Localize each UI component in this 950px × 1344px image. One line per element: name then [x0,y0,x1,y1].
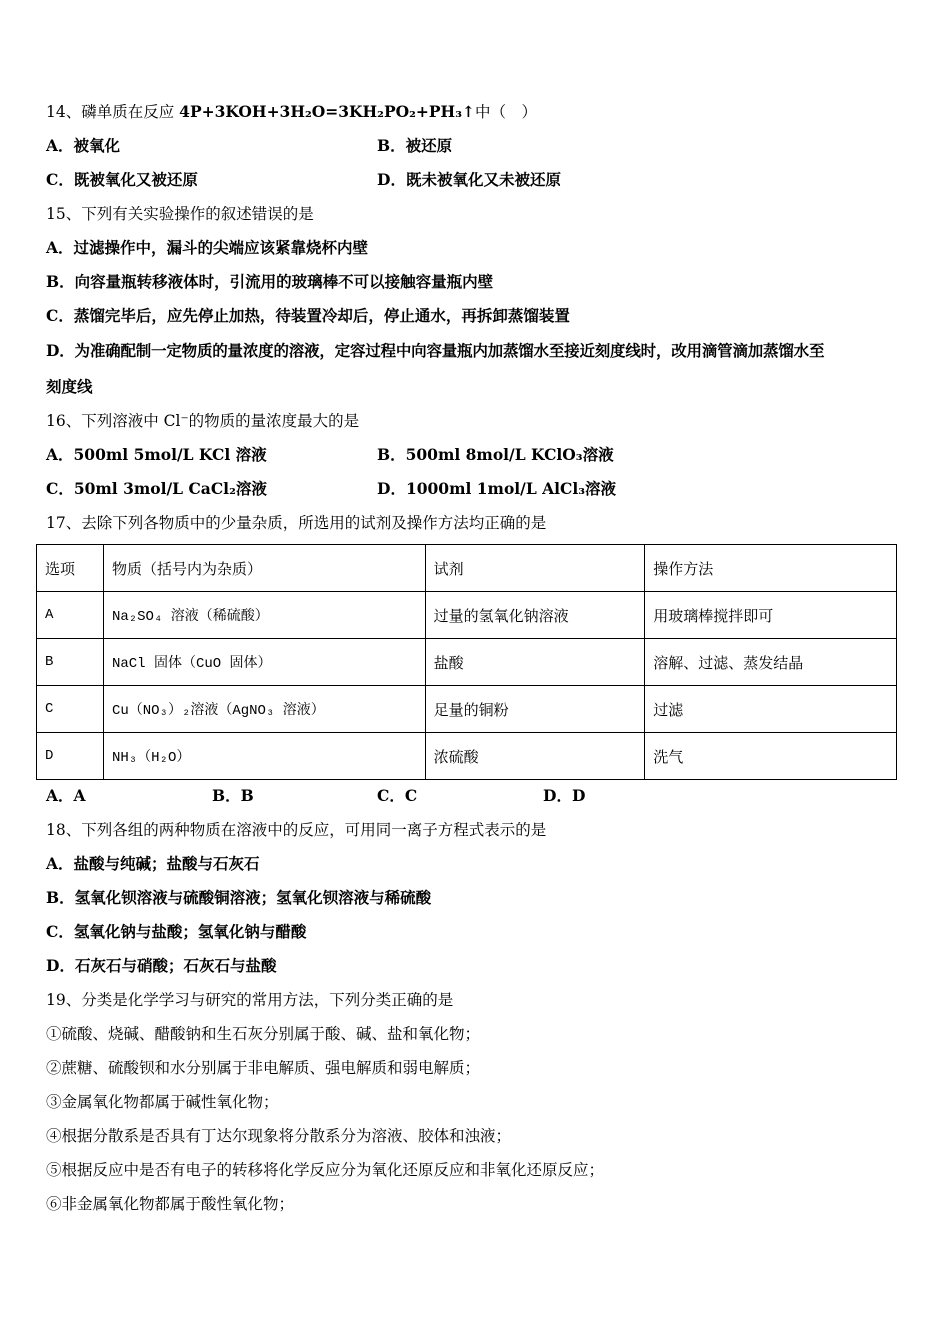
q18-stem: 18、下列各组的两种物质在溶液中的反应，可用同一离子方程式表示的是 [46,821,547,839]
q15-stem: 15、下列有关实验操作的叙述错误的是 [46,205,314,223]
q19-item-1: ①硫酸、烧碱、醋酸钠和生石灰分别属于酸、碱、盐和氧化物； [46,1025,481,1043]
q18-option-a: A．盐酸与纯碱；盐酸与石灰石 [46,854,260,873]
q19-item-6: ⑥非金属氧化物都属于酸性氧化物； [46,1195,295,1213]
q14-stem-prefix: 14、磷单质在反应 [46,103,180,121]
q16-option-b: B．500ml 8mol/L KClO₃溶液 [377,445,614,464]
q18-option-b: B．氢氧化钡溶液与硫酸铜溶液；氢氧化钡溶液与稀硫酸 [46,888,432,907]
q17-table [36,544,897,780]
q17-option-a: A．A [46,786,86,805]
q16-option-c: C．50ml 3mol/L CaCl₂溶液 [46,479,267,498]
table-cell: 溶解、过滤、蒸发结晶 [645,639,897,686]
q14-stem [46,102,537,122]
table-cell: B [37,639,104,686]
q17-option-d: D．D [543,786,586,805]
table-header-cell: 物质（括号内为杂质） [103,545,425,592]
q19-stem: 19、分类是化学学习与研究的常用方法，下列分类正确的是 [46,991,454,1009]
table-header-row [37,545,897,592]
table-row [37,686,897,733]
table-header-cell: 选项 [37,545,104,592]
table-cell: 洗气 [645,733,897,780]
table-cell: A [37,592,104,639]
table-row [37,733,897,780]
table-cell: 过滤 [645,686,897,733]
q17-stem: 17、去除下列各物质中的少量杂质，所选用的试剂及操作方法均正确的是 [46,514,547,532]
q17-option-c: C．C [377,786,418,805]
table-cell: NaCl 固体（CuO 固体） [103,639,425,686]
q19-item-5: ⑤根据反应中是否有电子的转移将化学反应分为氧化还原反应和非氧化还原反应； [46,1161,605,1179]
table-cell: Cu（NO₃）₂溶液（AgNO₃ 溶液） [103,686,425,733]
table-cell: 浓硫酸 [425,733,645,780]
q14-stem-suffix: 中（ ） [474,103,537,121]
q16-option-a: A．500ml 5mol/L KCl 溶液 [46,445,267,464]
q15-option-c: C．蒸馏完毕后，应先停止加热，待装置冷却后，停止通水，再拆卸蒸馏装置 [46,306,570,325]
q15-option-a: A．过滤操作中，漏斗的尖端应该紧靠烧杯内壁 [46,238,369,257]
table-cell: NH₃（H₂O） [103,733,425,780]
q17-option-b: B．B [212,786,254,805]
table-header-cell: 操作方法 [645,545,897,592]
q15-option-d: D．为准确配制一定物质的量浓度的溶液，定容过程中向容量瓶内加蒸馏水至接近刻度线时，改用滴管滴加蒸馏水至 [46,341,825,360]
q18-option-c: C．氢氧化钠与盐酸；氢氧化钠与醋酸 [46,922,307,941]
table-row [37,639,897,686]
table-header-cell: 试剂 [425,545,645,592]
q19-item-3: ③金属氧化物都属于碱性氧化物； [46,1093,279,1111]
q16-stem: 16、下列溶液中 Cl⁻的物质的量浓度最大的是 [46,412,360,430]
q19-item-4: ④根据分散系是否具有丁达尔现象将分散系分为溶液、胶体和浊液； [46,1127,512,1145]
table-cell: 过量的氢氧化钠溶液 [425,592,645,639]
table-row [37,592,897,639]
table-cell: 足量的铜粉 [425,686,645,733]
q15-option-b: B．向容量瓶转移液体时，引流用的玻璃棒不可以接触容量瓶内壁 [46,272,494,291]
q14-option-c: C．既被氧化又被还原 [46,170,198,189]
table-cell: Na₂SO₄ 溶液（稀硫酸） [103,592,425,639]
q18-option-d: D．石灰石与硝酸；石灰石与盐酸 [46,956,277,975]
q19-item-2: ②蔗糖、硫酸钡和水分别属于非电解质、强电解质和弱电解质； [46,1059,481,1077]
q14-formula: 4P+3KOH+3H₂O=3KH₂PO₂+PH₃↑ [179,102,475,121]
table-cell: D [37,733,104,780]
q14-option-d: D．既未被氧化又未被还原 [377,170,561,189]
q16-option-d: D．1000ml 1mol/L AlCl₃溶液 [377,479,617,498]
table-cell: 盐酸 [425,639,645,686]
table-cell: C [37,686,104,733]
q14-option-a: A．被氧化 [46,136,121,155]
q14-option-b: B．被还原 [377,136,453,155]
q15-option-d-continued: 刻度线 [46,377,93,396]
table-cell: 用玻璃棒搅拌即可 [645,592,897,639]
